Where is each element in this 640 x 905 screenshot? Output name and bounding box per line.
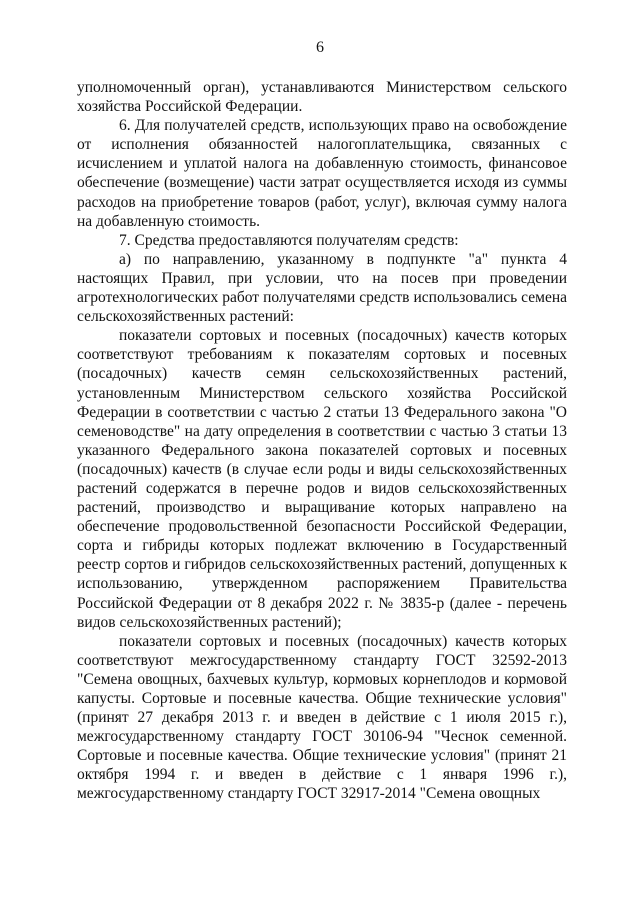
document-body <box>77 78 567 804</box>
paragraph-continuation: уполномоченный орган), устанавливаются Министерством сельского хозяйства Российской Федерации. <box>77 79 567 116</box>
paragraph-subitem-a: а) по направлению, указанному в подпункте "а" пункта 4 настоящих Правил, при условии, что на посев при проведении агротехнологических работ получателями средств использовались семена сельскохозяйственных растений: <box>77 250 567 326</box>
page-number: 6 <box>316 39 324 56</box>
paragraph-indicators-2: показатели сортовых и посевных (посадочных) качеств которых соответствуют межгосударственному стандарту ГОСТ 32592-2013 "Семена овощных, бахчевых культур, кормовых корнеплодов и кормовой капусты. Сортовые и посевные качества. Общие технические условия" (принят 27 декабря 2013 г. и введен в действие с 1 июля 2015 г.), межгосударственному стандарту ГОСТ 30106-94 "Чеснок семенной. Сортовые и посевные качества. Общие технические условия" (принят 21 октября 1994 г. и введен в действие с 1 января 1996 г.), межгосударственному стандарту ГОСТ 32917-2014 "Семена овощных <box>77 632 567 803</box>
paragraph-item-7: 7. Средства предоставляются получателям средств: <box>119 231 459 249</box>
paragraph-item-6: 6. Для получателей средств, использующих право на освобождение от исполнения обязанностей налогоплательщика, связанных с исчислением и уплатой налога на добавленную стоимость, финансовое обеспечение (возмещение) части затрат осуществляется исходя из суммы расходов на приобретение товаров (работ, услуг), включая сумму налога на добавленную стоимость. <box>77 117 567 230</box>
paragraph-indicators-1: показатели сортовых и посевных (посадочных) качеств которых соответствуют требованиям к показателям сортовых и посевных (посадочных) качеств семян сельскохозяйственных растений, установленным Министерством сельского хозяйства Российской Федерации в соответствии с частью 2 статьи 13 Федерального закона "О семеноводстве" на дату определения в соответствии с частью 3 статьи 13 указанного Федерального закона показателей сортовых и посевных (посадочных) качеств (в случае если роды и виды сельскохозяйственных растений содержатся в перечне родов и видов сельскохозяйственных растений, производство и выращивание которых направлено на обеспечение продовольственной безопасности Российской Федерации, сорта и гибриды которых подлежат включению в Государственный реестр сортов и гибридов сельскохозяйственных растений, допущенных к использованию, утвержденном распоряжением Правительства Российской Федерации от 8 декабря 2022 г. № 3835-р (далее - перечень видов сельскохозяйственных растений); <box>77 327 567 631</box>
